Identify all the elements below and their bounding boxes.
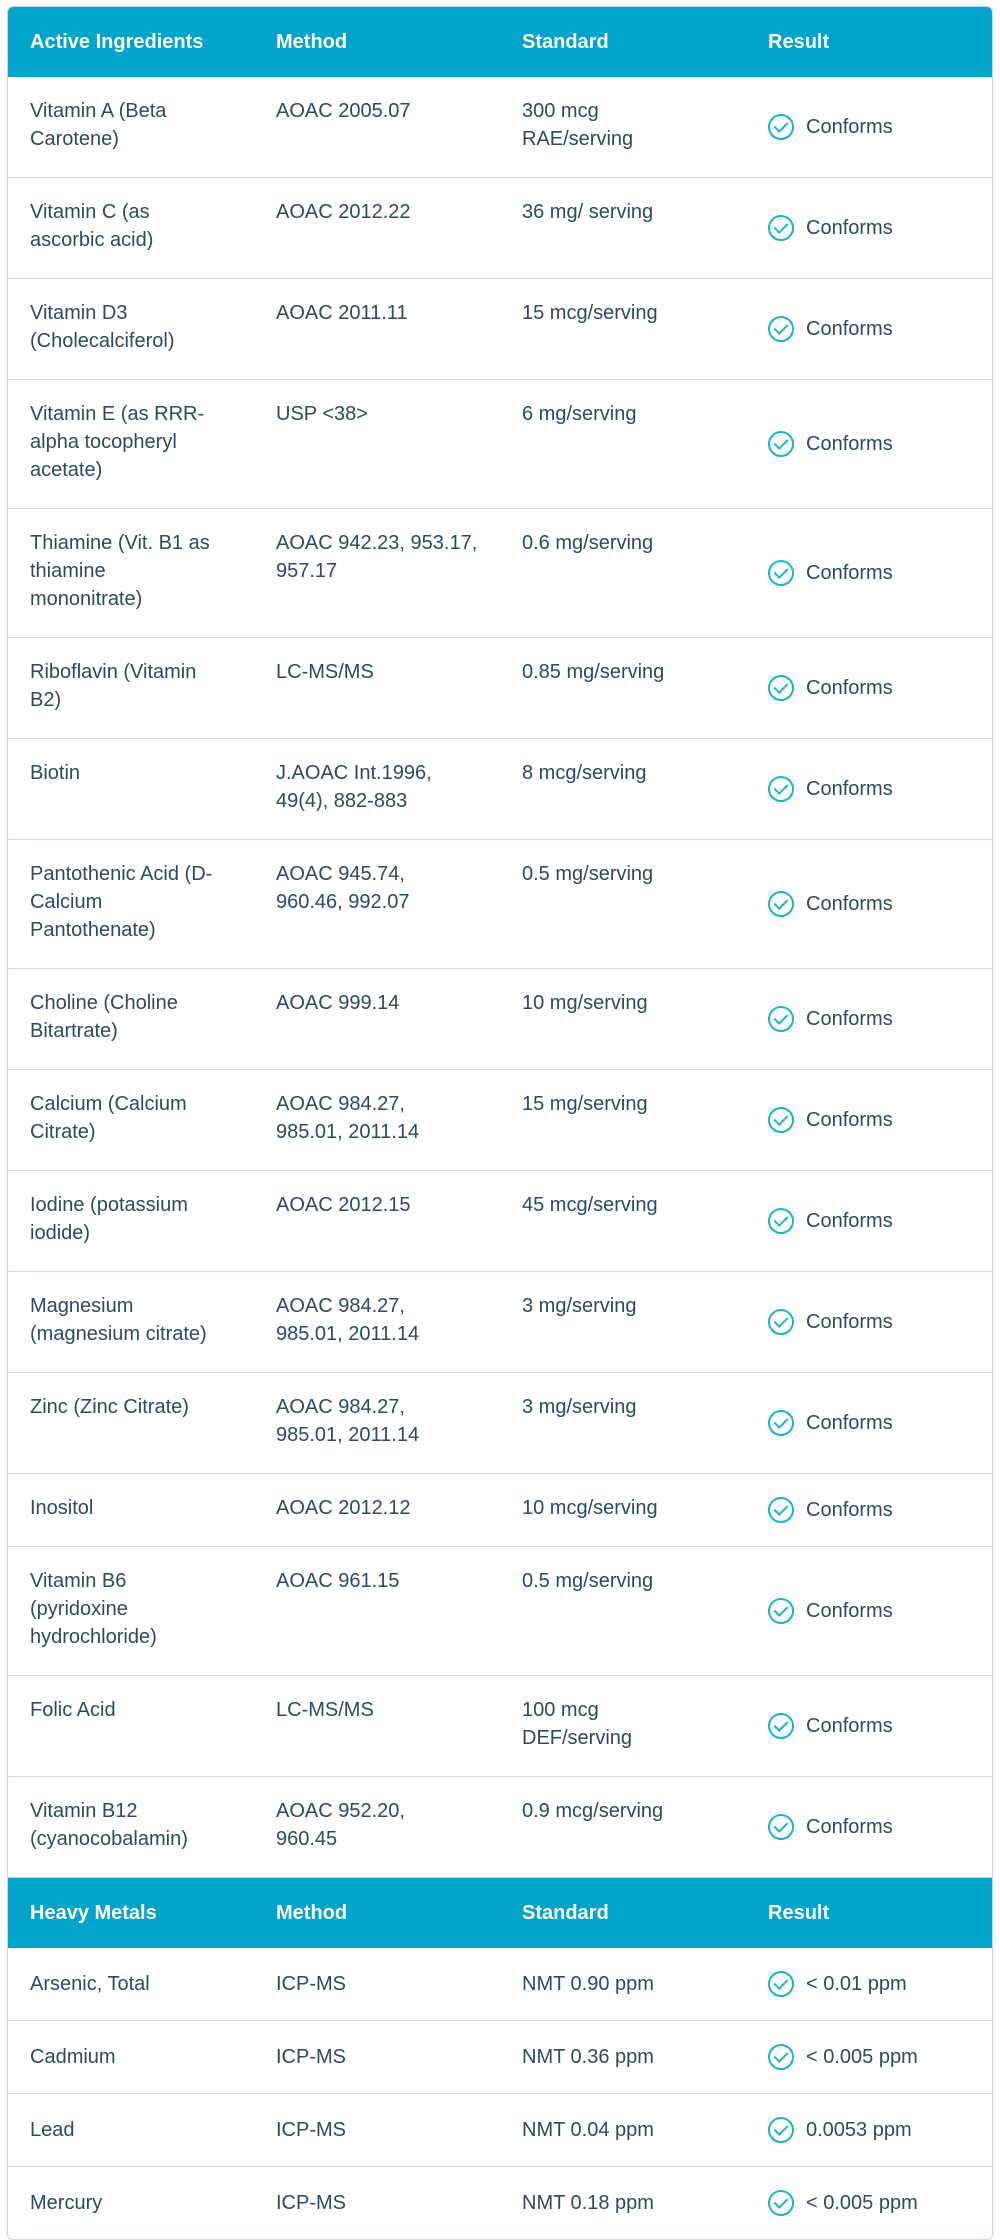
ingredient-cell: Arsenic, Total <box>30 1973 150 1995</box>
method-cell: AOAC 2012.15 <box>276 1194 411 1216</box>
result-text: 0.0053 ppm <box>806 2119 912 2141</box>
standard-cell: 3 mg/serving <box>522 1295 637 1317</box>
result-cell <box>746 1948 992 2020</box>
ingredient-cell: Vitamin B12 (cyanocobalamin) <box>30 1800 188 1850</box>
result-text: Conforms <box>806 562 893 584</box>
table-row <box>8 1069 992 1170</box>
header-standard: Standard <box>522 1901 609 1924</box>
check-circle-icon <box>768 776 794 802</box>
result-text: Conforms <box>806 1109 893 1131</box>
heavy-metals-header <box>8 1877 992 1948</box>
result-text: Conforms <box>806 116 893 138</box>
check-circle-icon <box>768 1208 794 1234</box>
standard-cell: 6 mg/serving <box>522 403 637 425</box>
ingredient-cell: Vitamin B6 (pyridoxine hydrochloride) <box>30 1570 157 1648</box>
check-circle-icon <box>768 560 794 586</box>
result-cell <box>746 380 992 508</box>
ingredient-cell: Biotin <box>30 762 81 784</box>
ingredient-cell: Cadmium <box>30 2046 116 2068</box>
check-circle-icon <box>768 1497 794 1523</box>
result-text: Conforms <box>806 778 893 800</box>
table-row <box>8 1776 992 1877</box>
result-cell <box>746 279 992 379</box>
result-cell <box>746 1373 992 1473</box>
method-cell: AOAC 2011.11 <box>276 302 408 324</box>
standard-cell: 0.9 mcg/serving <box>522 1800 664 1822</box>
ingredient-cell: Calcium (Calcium Citrate) <box>30 1093 187 1143</box>
result-text: Conforms <box>806 1210 893 1232</box>
check-circle-icon <box>768 316 794 342</box>
standard-cell: 3 mg/serving <box>522 1396 637 1418</box>
method-cell: AOAC 984.27, 985.01, 2011.14 <box>276 1295 420 1345</box>
standard-cell: 300 mcg RAE/serving <box>522 100 634 150</box>
result-text: Conforms <box>806 1600 893 1622</box>
check-circle-icon <box>768 675 794 701</box>
ingredient-cell: Choline (Choline Bitartrate) <box>30 992 178 1042</box>
check-circle-icon <box>768 1814 794 1840</box>
standard-cell: NMT 0.90 ppm <box>522 1973 654 1995</box>
result-text: < 0.005 ppm <box>806 2192 918 2214</box>
method-cell: ICP-MS <box>276 2119 346 2141</box>
standard-cell: 0.85 mg/serving <box>522 661 665 683</box>
standard-cell: NMT 0.36 ppm <box>522 2046 654 2068</box>
result-cell <box>746 509 992 637</box>
ingredient-cell: Vitamin D3 (Cholecalciferol) <box>30 302 175 352</box>
check-circle-icon <box>768 215 794 241</box>
table-row <box>8 379 992 508</box>
result-text: Conforms <box>806 677 893 699</box>
result-text: Conforms <box>806 1715 893 1737</box>
table-row <box>8 1948 992 2020</box>
table-row <box>8 1170 992 1271</box>
ingredient-cell: Vitamin A (Beta Carotene) <box>30 100 167 150</box>
ingredient-cell: Inositol <box>30 1497 94 1519</box>
method-cell: LC-MS/MS <box>276 661 374 683</box>
ingredient-cell: Riboflavin (Vitamin B2) <box>30 661 197 711</box>
result-text: Conforms <box>806 433 893 455</box>
ingredient-cell: Folic Acid <box>30 1699 116 1721</box>
header-result: Result <box>768 1901 830 1924</box>
table-row <box>8 2166 992 2239</box>
table-row <box>8 77 992 177</box>
result-cell <box>746 840 992 968</box>
table-row <box>8 1546 992 1675</box>
table-row <box>8 1372 992 1473</box>
method-cell: AOAC 945.74, 960.46, 992.07 <box>276 863 410 913</box>
method-cell: AOAC 999.14 <box>276 992 400 1014</box>
result-text: Conforms <box>806 1499 893 1521</box>
standard-cell: NMT 0.04 ppm <box>522 2119 654 2141</box>
result-cell <box>746 1474 992 1546</box>
check-circle-icon <box>768 1006 794 1032</box>
standard-cell: 10 mg/serving <box>522 992 648 1014</box>
result-text: Conforms <box>806 1311 893 1333</box>
ingredient-cell: Zinc (Zinc Citrate) <box>30 1396 189 1418</box>
check-circle-icon <box>768 1410 794 1436</box>
active-ingredients-header <box>8 7 992 77</box>
header-method: Method <box>276 1901 348 1924</box>
result-cell <box>746 739 992 839</box>
table-row <box>8 2093 992 2166</box>
heavy-metals-body <box>8 1948 992 2239</box>
standard-cell: 0.5 mg/serving <box>522 863 654 885</box>
ingredient-cell: Pantothenic Acid (D- Calcium Pantothenate) <box>30 863 213 941</box>
method-cell: AOAC 984.27, 985.01, 2011.14 <box>276 1093 420 1143</box>
header-result: Result <box>768 30 830 53</box>
result-cell <box>746 1777 992 1877</box>
method-cell: AOAC 942.23, 953.17, 957.17 <box>276 532 478 582</box>
standard-cell: 0.6 mg/serving <box>522 532 654 554</box>
method-cell: ICP-MS <box>276 1973 346 1995</box>
method-cell: ICP-MS <box>276 2046 346 2068</box>
results-table <box>7 6 993 2240</box>
standard-cell: NMT 0.18 ppm <box>522 2192 654 2214</box>
table-row <box>8 738 992 839</box>
result-cell <box>746 2094 992 2166</box>
ingredient-cell: Vitamin C (as ascorbic acid) <box>30 201 154 251</box>
check-circle-icon <box>768 1309 794 1335</box>
header-metal: Heavy Metals <box>30 1901 157 1924</box>
header-standard: Standard <box>522 30 609 53</box>
result-cell <box>746 77 992 177</box>
method-cell: AOAC 2012.12 <box>276 1497 411 1519</box>
check-circle-icon <box>768 891 794 917</box>
standard-cell: 45 mcg/serving <box>522 1194 658 1216</box>
ingredient-cell: Mercury <box>30 2192 103 2214</box>
table-row <box>8 968 992 1069</box>
standard-cell: 10 mcg/serving <box>522 1497 658 1519</box>
table-row <box>8 637 992 738</box>
method-cell: AOAC 2005.07 <box>276 100 411 122</box>
table-row <box>8 2020 992 2093</box>
table-row <box>8 839 992 968</box>
method-cell: J.AOAC Int.1996, 49(4), 882-883 <box>276 762 432 812</box>
result-cell <box>746 1171 992 1271</box>
result-cell <box>746 1676 992 1776</box>
method-cell: LC-MS/MS <box>276 1699 374 1721</box>
check-circle-icon <box>768 2117 794 2143</box>
table-row <box>8 1473 992 1546</box>
table-row <box>8 508 992 637</box>
check-circle-icon <box>768 1971 794 1997</box>
result-text: Conforms <box>806 893 893 915</box>
result-cell <box>746 178 992 278</box>
method-cell: AOAC 984.27, 985.01, 2011.14 <box>276 1396 420 1446</box>
result-text: Conforms <box>806 217 893 239</box>
standard-cell: 0.5 mg/serving <box>522 1570 654 1592</box>
check-circle-icon <box>768 1713 794 1739</box>
result-text: < 0.01 ppm <box>806 1973 907 1995</box>
check-circle-icon <box>768 2190 794 2216</box>
result-cell <box>746 969 992 1069</box>
result-cell <box>746 1272 992 1372</box>
ingredient-cell: Magnesium (magnesium citrate) <box>30 1295 207 1345</box>
method-cell: AOAC 952.20, 960.45 <box>276 1800 405 1850</box>
ingredient-cell: Lead <box>30 2119 75 2141</box>
result-cell <box>746 638 992 738</box>
method-cell: ICP-MS <box>276 2192 346 2214</box>
standard-cell: 8 mcg/serving <box>522 762 647 784</box>
standard-cell: 15 mcg/serving <box>522 302 658 324</box>
table-row <box>8 278 992 379</box>
ingredient-cell: Iodine (potassium iodide) <box>30 1194 188 1244</box>
result-cell <box>746 2021 992 2093</box>
result-text: Conforms <box>806 318 893 340</box>
result-text: < 0.005 ppm <box>806 2046 918 2068</box>
table-row <box>8 177 992 278</box>
check-circle-icon <box>768 114 794 140</box>
method-cell: AOAC 961.15 <box>276 1570 400 1592</box>
result-cell <box>746 1070 992 1170</box>
ingredient-cell: Thiamine (Vit. B1 as thiamine mononitrate) <box>30 532 210 610</box>
check-circle-icon <box>768 1598 794 1624</box>
header-method: Method <box>276 30 348 53</box>
check-circle-icon <box>768 1107 794 1133</box>
method-cell: AOAC 2012.22 <box>276 201 411 223</box>
standard-cell: 15 mg/serving <box>522 1093 648 1115</box>
result-text: Conforms <box>806 1008 893 1030</box>
result-cell <box>746 1547 992 1675</box>
active-ingredients-body <box>8 77 992 1877</box>
result-text: Conforms <box>806 1412 893 1434</box>
standard-cell: 100 mcg DEF/serving <box>522 1699 633 1749</box>
table-row <box>8 1675 992 1776</box>
check-circle-icon <box>768 2044 794 2070</box>
header-ingredient: Active Ingredients <box>30 30 204 53</box>
standard-cell: 36 mg/ serving <box>522 201 654 223</box>
table-row <box>8 1271 992 1372</box>
method-cell: USP <38> <box>276 403 368 425</box>
ingredient-cell: Vitamin E (as RRR- alpha tocopheryl acetate) <box>30 403 205 481</box>
result-text: Conforms <box>806 1816 893 1838</box>
result-cell <box>746 2167 992 2239</box>
check-circle-icon <box>768 431 794 457</box>
